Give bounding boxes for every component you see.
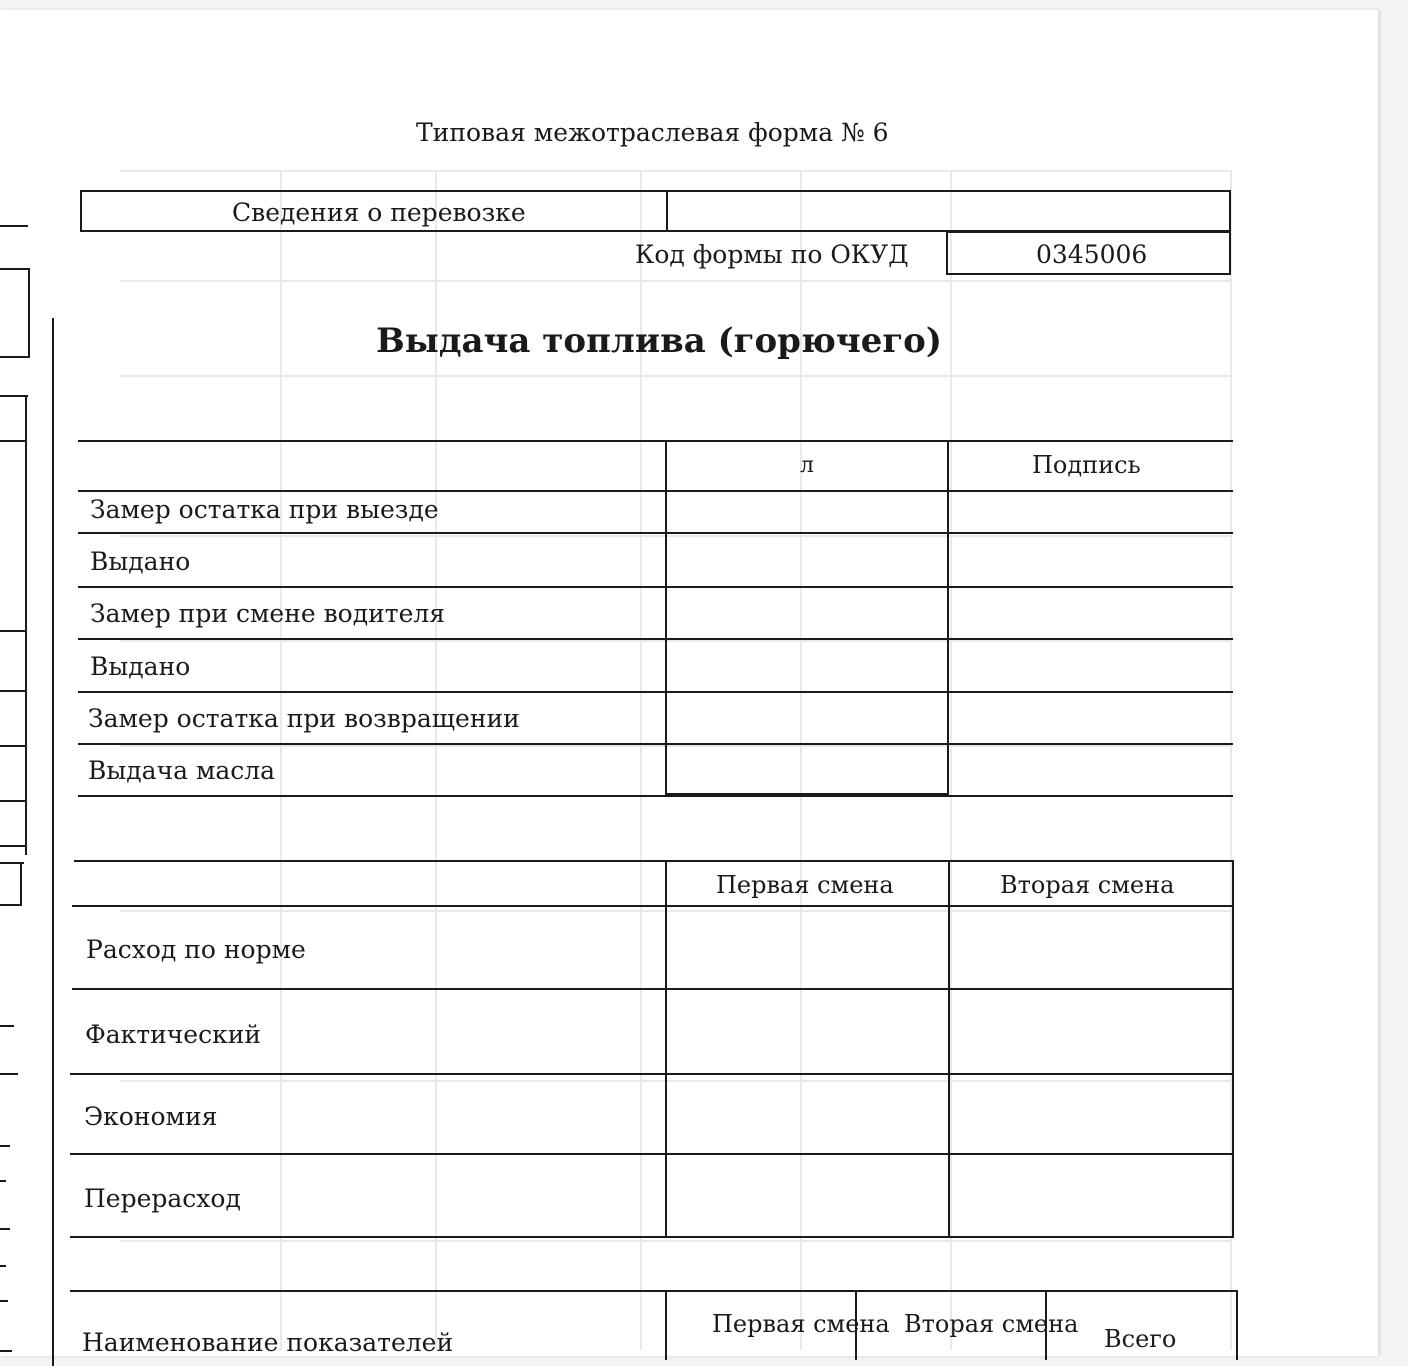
fuel-row-label: Замер остатка при возвращении <box>88 704 520 733</box>
consumption-row-label: Перерасход <box>84 1184 241 1213</box>
fuel-row-label: Замер остатка при выезде <box>90 495 439 524</box>
okud-label: Код формы по ОКУД <box>635 240 909 269</box>
first-shift-header: Первая смена <box>716 871 894 899</box>
consumption-row-label: Расход по норме <box>86 935 306 964</box>
transport-info-label: Сведения о перевозке <box>232 198 526 227</box>
transport-info-box <box>80 190 1231 232</box>
liters-column-box <box>665 490 949 795</box>
fuel-row-label: Замер при смене водителя <box>90 599 446 628</box>
indicators-total-header: Всего <box>1104 1325 1177 1353</box>
fuel-row-label: Выдано <box>90 547 191 576</box>
indicators-name-header: Наименование показателей <box>82 1328 454 1357</box>
signature-column-header: Подпись <box>1032 451 1141 479</box>
standard-form-label: Типовая межотраслевая форма № 6 <box>416 118 889 147</box>
fuel-row-label: Выдача масла <box>88 756 276 785</box>
fuel-row-label: Выдано <box>90 652 191 681</box>
okud-code-value: 0345006 <box>1036 240 1148 269</box>
okud-code-box <box>946 231 1231 275</box>
indicators-first-shift-header: Первая смена <box>712 1310 890 1338</box>
form-sheet <box>0 10 1378 1356</box>
indicators-second-shift-header: Вторая смена <box>904 1310 1079 1338</box>
second-shift-header: Вторая смена <box>1000 871 1175 899</box>
page-title: Выдача топлива (горючего) <box>376 321 942 361</box>
liters-column-header: л <box>800 453 814 478</box>
consumption-row-label: Экономия <box>84 1102 218 1131</box>
consumption-row-label: Фактический <box>85 1020 262 1049</box>
